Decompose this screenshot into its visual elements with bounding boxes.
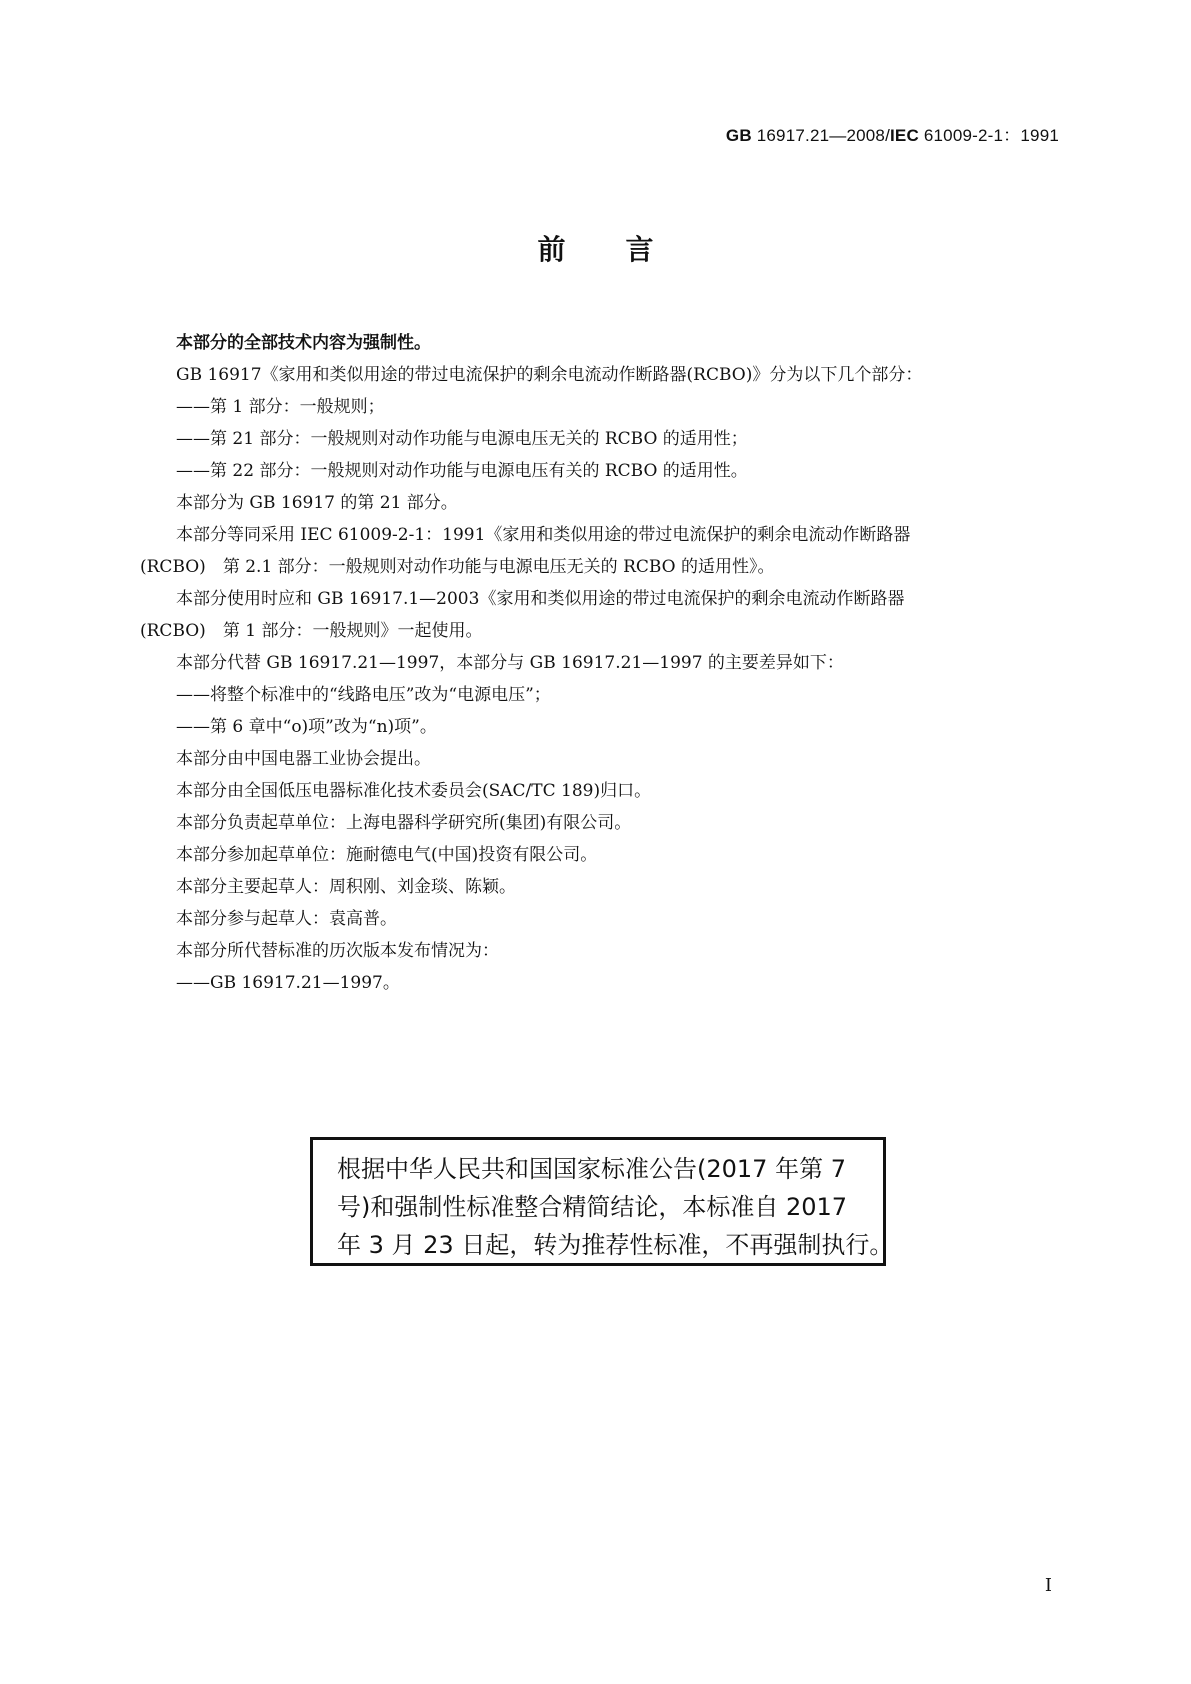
paragraph: (RCBO) 第 2.1 部分：一般规则对动作功能与电源电压无关的 RCBO 的适用性》。 <box>140 557 775 577</box>
standard-code-header <box>726 121 1059 146</box>
paragraph: ——第 6 章中“o)项”改为“n)项”。 <box>176 717 437 737</box>
paragraph: 本部分使用时应和 GB 16917.1—2003《家用和类似用途的带过电流保护的剩余电流动作断路器 <box>176 589 905 609</box>
paragraph: 本部分所代替标准的历次版本发布情况为： <box>176 941 499 961</box>
standard-code-prefix: GB <box>725 126 752 145</box>
paragraph: 本部分参与起草人：袁高普。 <box>176 909 397 929</box>
notice-box <box>310 1137 894 1266</box>
paragraph: ——将整个标准中的“线路电压”改为“电源电压”； <box>176 685 551 705</box>
notice-line: 号)和强制性标准整合精简结论，本标准自 2017 <box>337 1193 848 1221</box>
paragraph: 本部分的全部技术内容为强制性。 <box>176 333 431 353</box>
paragraph: 本部分代替 GB 16917.21—1997，本部分与 GB 16917.21—1997 的主要差异如下： <box>176 653 844 673</box>
paragraph: 本部分由中国电器工业协会提出。 <box>176 749 431 769</box>
paragraph: 本部分主要起草人：周积刚、刘金琰、陈颖。 <box>176 877 516 897</box>
standard-code-rest: 61009-2-1：1991 <box>918 126 1059 145</box>
notice-line: 年 3 月 23 日起，转为推荐性标准，不再强制执行。 <box>337 1231 894 1259</box>
paragraph: 本部分参加起草单位：施耐德电气(中国)投资有限公司。 <box>176 845 598 865</box>
paragraph: ——第 21 部分：一般规则对动作功能与电源电压无关的 RCBO 的适用性； <box>176 429 748 449</box>
paragraph: ——GB 16917.21—1997。 <box>176 973 400 993</box>
page-title: 前言 <box>537 233 714 266</box>
paragraph: 本部分负责起草单位：上海电器科学研究所(集团)有限公司。 <box>176 813 632 833</box>
foreword-body <box>140 327 1056 999</box>
paragraph: 本部分等同采用 IEC 61009-2-1：1991《家用和类似用途的带过电流保护的剩余电流动作断路器 <box>176 525 911 545</box>
paragraph: (RCBO) 第 1 部分：一般规则》一起使用。 <box>140 621 483 641</box>
paragraph: ——第 1 部分：一般规则； <box>176 397 385 417</box>
page-number: I <box>1044 1575 1052 1596</box>
standard-code-iec: IEC <box>890 126 919 145</box>
paragraph: ——第 22 部分：一般规则对动作功能与电源电压有关的 RCBO 的适用性。 <box>176 461 748 481</box>
paragraph: 本部分由全国低压电器标准化技术委员会(SAC/TC 189)归口。 <box>176 781 652 801</box>
notice-line: 根据中华人民共和国国家标准公告(2017 年第 7 <box>337 1155 846 1183</box>
standard-code-number: 16917.21—2008/ <box>751 126 890 145</box>
paragraph: GB 16917《家用和类似用途的带过电流保护的剩余电流动作断路器(RCBO)》分为以下几个部分： <box>176 365 923 385</box>
paragraph: 本部分为 GB 16917 的第 21 部分。 <box>176 493 458 513</box>
